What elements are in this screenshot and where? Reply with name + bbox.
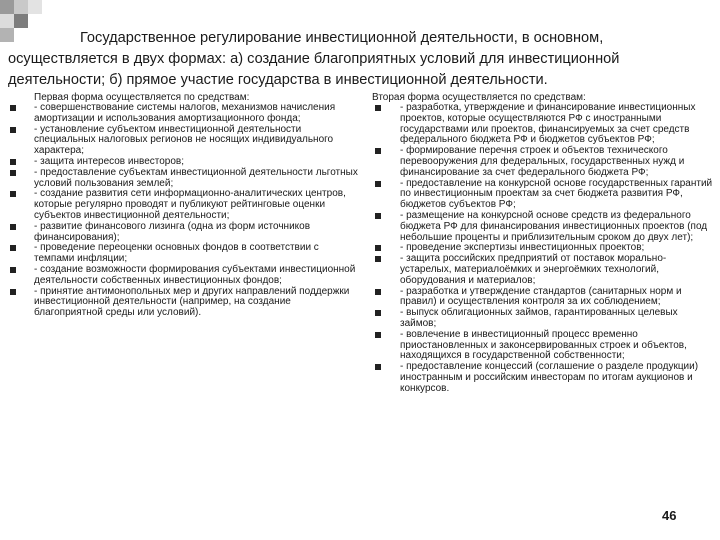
slide-title: Государственное регулирование инвестиционной деятельности, в основном, осуществляется в двух формах: а) создание благоприятных условий для инвестиционной деятельности; б) прямое участие государства в инвестиционной деятельности. xyxy=(8,30,620,88)
square-bullet-icon xyxy=(10,267,16,273)
list-item xyxy=(372,211,714,243)
list-item xyxy=(8,103,360,125)
list-item-text: - разработка и утверждение стандартов (санитарных норм и правил) и осуществления контроля за их соблюдением; xyxy=(400,285,682,308)
list-item-text: - предоставление субъектам инвестиционной деятельности льготных условий пользования землей; xyxy=(34,166,358,189)
square-bullet-icon xyxy=(10,170,16,176)
decor-square xyxy=(14,0,28,14)
left-column xyxy=(8,92,360,319)
square-bullet-icon xyxy=(375,213,381,219)
list-item-text: - проведение переоценки основных фондов в соответствии с темпами инфляции; xyxy=(34,242,319,265)
list-item xyxy=(8,265,360,287)
right-bullet-list xyxy=(372,103,714,395)
square-bullet-icon xyxy=(10,245,16,251)
list-item xyxy=(372,308,714,330)
left-column-heading: Первая форма осуществляется по средствам: xyxy=(34,92,250,103)
list-item-text: - развитие финансового лизинга (одна из форм источников финансирования); xyxy=(34,220,311,243)
list-item xyxy=(8,189,360,221)
square-bullet-icon xyxy=(375,332,381,338)
list-item xyxy=(372,254,714,286)
list-item-text: - вовлечение в инвестиционный процесс временно приостановленных и законсервированных строек и объектов, находящихся в государственной собственности; xyxy=(400,328,687,362)
list-item-text: - формирование перечня строек и объектов технического перевооружения для федеральных, государственных нужд и финансирование за счет федерального бюджета РФ; xyxy=(400,145,685,178)
decor-square xyxy=(0,14,14,28)
square-bullet-icon xyxy=(375,310,381,316)
list-item xyxy=(8,168,360,190)
list-item-text: - защита российских предприятий от поставок морально-устарелых, материалоёмких и энергоёмких технологий, оборудования и материалов; xyxy=(400,253,667,286)
decor-square xyxy=(0,0,14,14)
right-column-heading: Вторая форма осуществляется по средствам: xyxy=(372,92,586,103)
list-item-text: - совершенствование системы налогов, механизмов начисления амортизации и использования амортизационного фонда; xyxy=(34,102,336,124)
square-bullet-icon xyxy=(375,289,381,295)
list-item-text: - проведение экспертизы инвестиционных проектов; xyxy=(400,242,645,254)
square-bullet-icon xyxy=(375,256,381,262)
list-item-text: - создание возможности формирования субъектами инвестиционной деятельности собственных инвестиционных фондов; xyxy=(34,263,356,286)
list-item-text: - создание развития сети информационно-аналитических центров, которые регулярно проводят и публикуют рейтинговые оценки субъектов инвестиционной деятельности; xyxy=(34,188,346,221)
list-item-text: - установление субъектом инвестиционной деятельности специальных налоговых регионов не носящих индивидуального характера; xyxy=(34,123,334,157)
square-bullet-icon xyxy=(10,224,16,230)
square-bullet-icon xyxy=(10,289,16,295)
list-item xyxy=(8,125,360,157)
list-item xyxy=(372,362,714,394)
list-item-text: - принятие антимонопольных мер и других направлений поддержки инвестиционной деятельности (например, на создание благоприятной среды или условий). xyxy=(34,285,350,319)
list-item-text: - выпуск облигационных займов, гарантированных целевых займов; xyxy=(400,307,678,329)
decor-square xyxy=(14,14,28,28)
list-item-text: - разработка, утверждение и финансирование инвестиционных проектов, которые осуществляются РФ с иностранными государствами или проектов, финансируемых за счет средств федерального бюджета РФ и бюджетов субъектов РФ; xyxy=(400,102,696,146)
list-item xyxy=(372,330,714,362)
list-item xyxy=(372,287,714,309)
list-item xyxy=(372,146,714,178)
square-bullet-icon xyxy=(10,159,16,165)
square-bullet-icon xyxy=(375,181,381,187)
square-bullet-icon xyxy=(375,364,381,370)
list-item-text: - предоставление концессий (соглашение о разделе продукции) иностранным и российским инвесторам по итогам аукционов и конкурсов. xyxy=(400,361,699,394)
page-number: 46 xyxy=(662,508,677,523)
square-bullet-icon xyxy=(10,191,16,197)
square-bullet-icon xyxy=(375,148,381,154)
square-bullet-icon xyxy=(375,105,381,111)
decor-square xyxy=(28,0,42,14)
left-bullet-list xyxy=(8,103,360,319)
right-column xyxy=(372,92,714,395)
square-bullet-icon xyxy=(10,127,16,133)
square-bullet-icon xyxy=(10,105,16,111)
list-item xyxy=(8,243,360,265)
list-item-text: - защита интересов инвесторов; xyxy=(34,155,185,167)
list-item xyxy=(8,222,360,244)
square-bullet-icon xyxy=(375,245,381,251)
list-item-text: - предоставление на конкурсной основе государственных гарантий по инвестиционным проектам за счет бюджета развития РФ, бюджетов субъектов РФ; xyxy=(400,177,713,211)
list-item xyxy=(372,179,714,211)
list-item-text: - размещение на конкурсной основе средств из федерального бюджета РФ для финансирования инвестиционных проектов (под небольшие проценты и приблизительным сроком до двух лет); xyxy=(400,209,708,243)
list-item xyxy=(8,287,360,319)
list-item xyxy=(372,103,714,146)
